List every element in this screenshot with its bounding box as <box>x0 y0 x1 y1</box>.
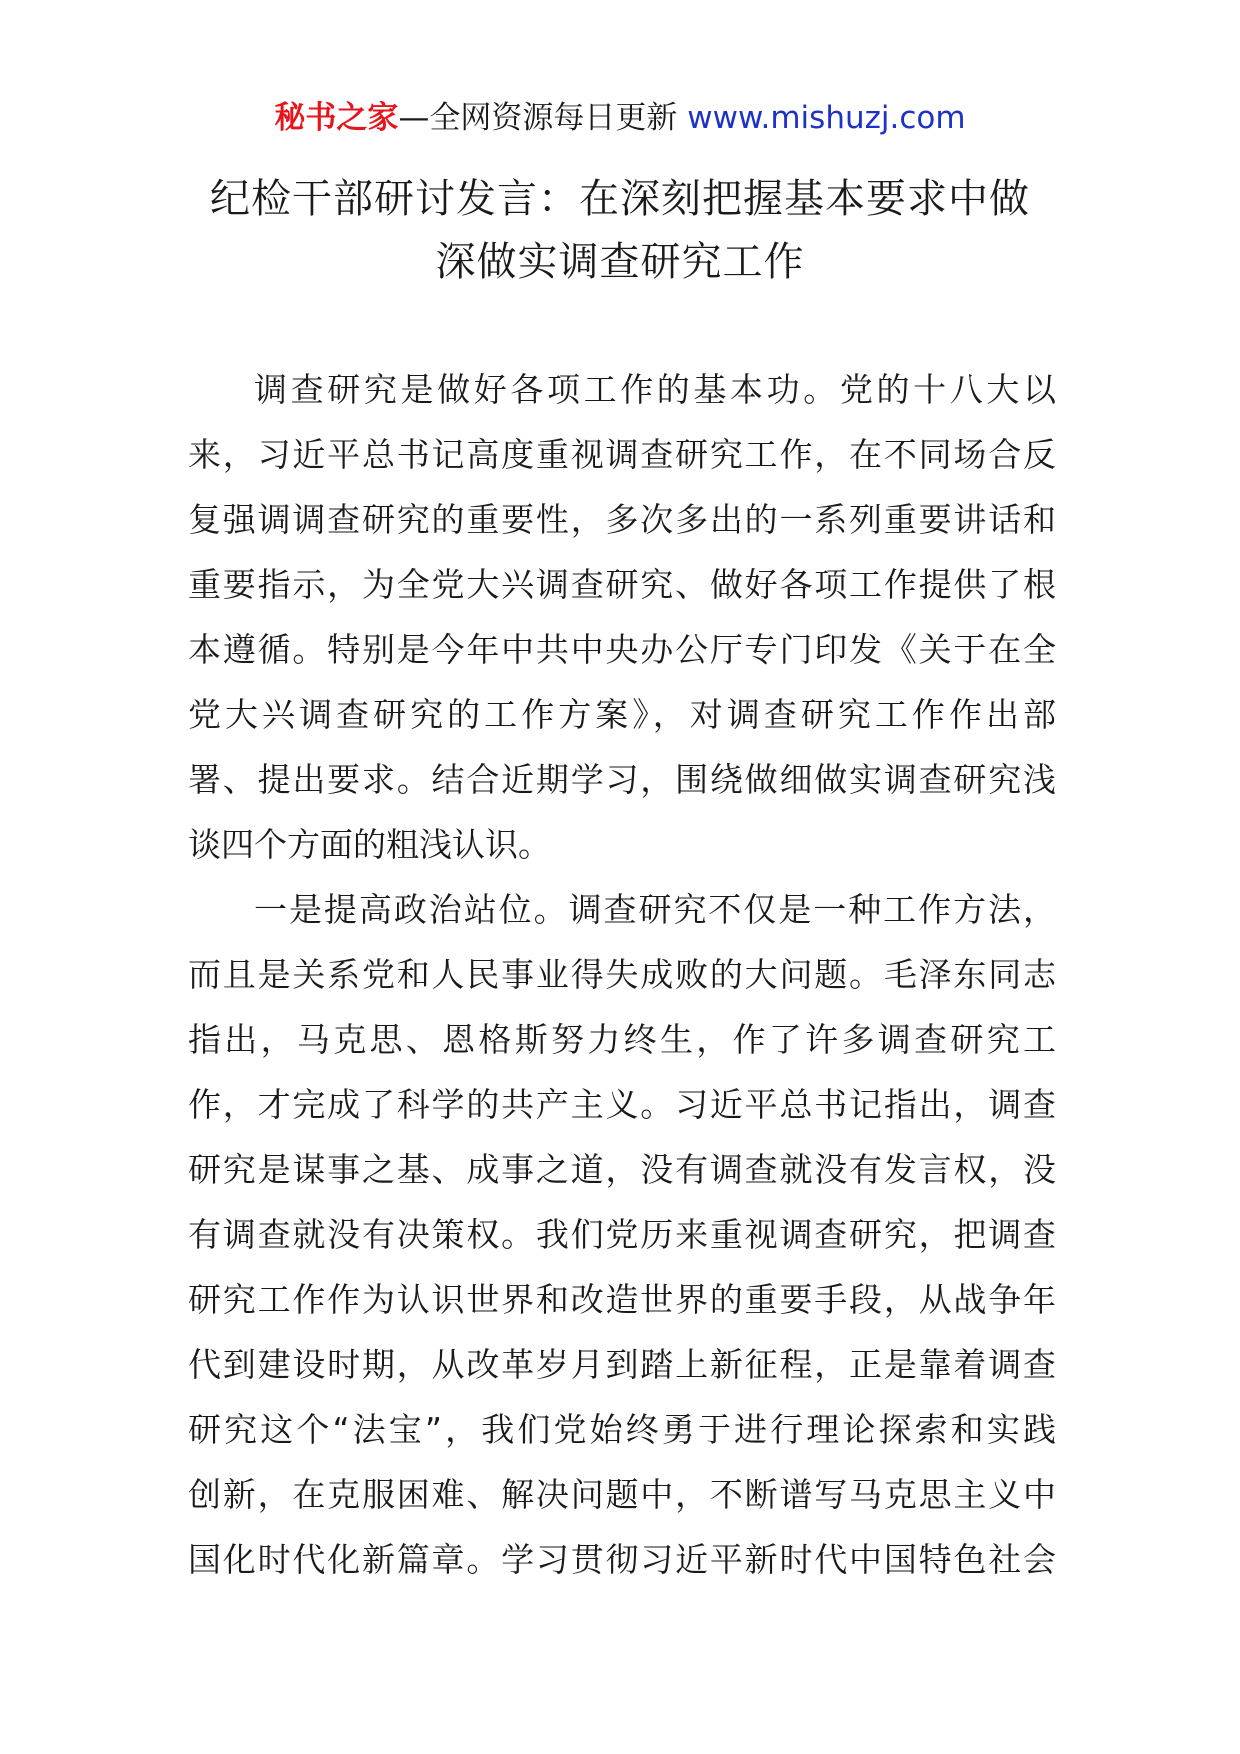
paragraph-line: 有调查就没有决策权。我们党历来重视调查研究，把调查 <box>188 1215 1056 1254</box>
site-url-link[interactable]: www.mishuzj.com <box>687 100 966 136</box>
paragraph-line: 党大兴调查研究的工作方案》，对调查研究工作作出部 <box>188 695 1056 734</box>
paragraph-line: 研究工作作为认识世界和改造世界的重要手段，从战争年 <box>188 1280 1056 1319</box>
paragraph-line: 调查研究是做好各项工作的基本功。党的十八大以 <box>254 370 1056 409</box>
paragraph-line: 研究是谋事之基、成事之道，没有调查就没有发言权，没 <box>188 1150 1056 1189</box>
document-title-line-2: 深做实调查研究工作 <box>435 239 805 285</box>
paragraph-line: 研究这个“法宝”，我们党始终勇于进行理论探索和实践 <box>188 1410 1056 1449</box>
paragraph-political-stance <box>188 877 1056 1592</box>
paragraph-line: 而且是关系党和人民事业得失成败的大问题。毛泽东同志 <box>188 955 1056 994</box>
paragraph-line: 作，才完成了科学的共产主义。习近平总书记指出，调查 <box>188 1085 1056 1124</box>
paragraph-line: 本遵循。特别是今年中共中央办公厅专门印发《关于在全 <box>188 630 1056 669</box>
paragraph-line: 国化时代化新篇章。学习贯彻习近平新时代中国特色社会 <box>188 1540 1056 1579</box>
site-header <box>0 98 1240 138</box>
paragraph-line: 创新，在克服困难、解决问题中，不断谱写马克思主义中 <box>188 1475 1056 1514</box>
paragraph-intro <box>188 357 1056 877</box>
paragraph-line: 一是提高政治站位。调查研究不仅是一种工作方法， <box>254 890 1056 929</box>
site-brand: 秘书之家 <box>274 100 399 136</box>
paragraph-line: 代到建设时期，从改革岁月到踏上新征程，正是靠着调查 <box>188 1345 1056 1384</box>
document-title-line-1: 纪检干部研讨发言：在深刻把握基本要求中做 <box>210 176 1030 222</box>
paragraph-line: 指出，马克思、恩格斯努力终生，作了许多调查研究工 <box>188 1020 1056 1059</box>
paragraph-line: 谈四个方面的粗浅认识。 <box>188 825 551 864</box>
paragraph-line: 重要指示，为全党大兴调查研究、做好各项工作提供了根 <box>188 565 1056 604</box>
paragraph-line: 复强调调查研究的重要性，多次多出的一系列重要讲话和 <box>188 500 1056 539</box>
site-tagline: —全网资源每日更新 <box>398 100 678 136</box>
document-title <box>180 168 1060 294</box>
paragraph-line: 来，习近平总书记高度重视调查研究工作，在不同场合反 <box>188 435 1056 474</box>
paragraph-line: 署、提出要求。结合近期学习，围绕做细做实调查研究浅 <box>188 760 1056 799</box>
document-body <box>188 357 1056 1592</box>
